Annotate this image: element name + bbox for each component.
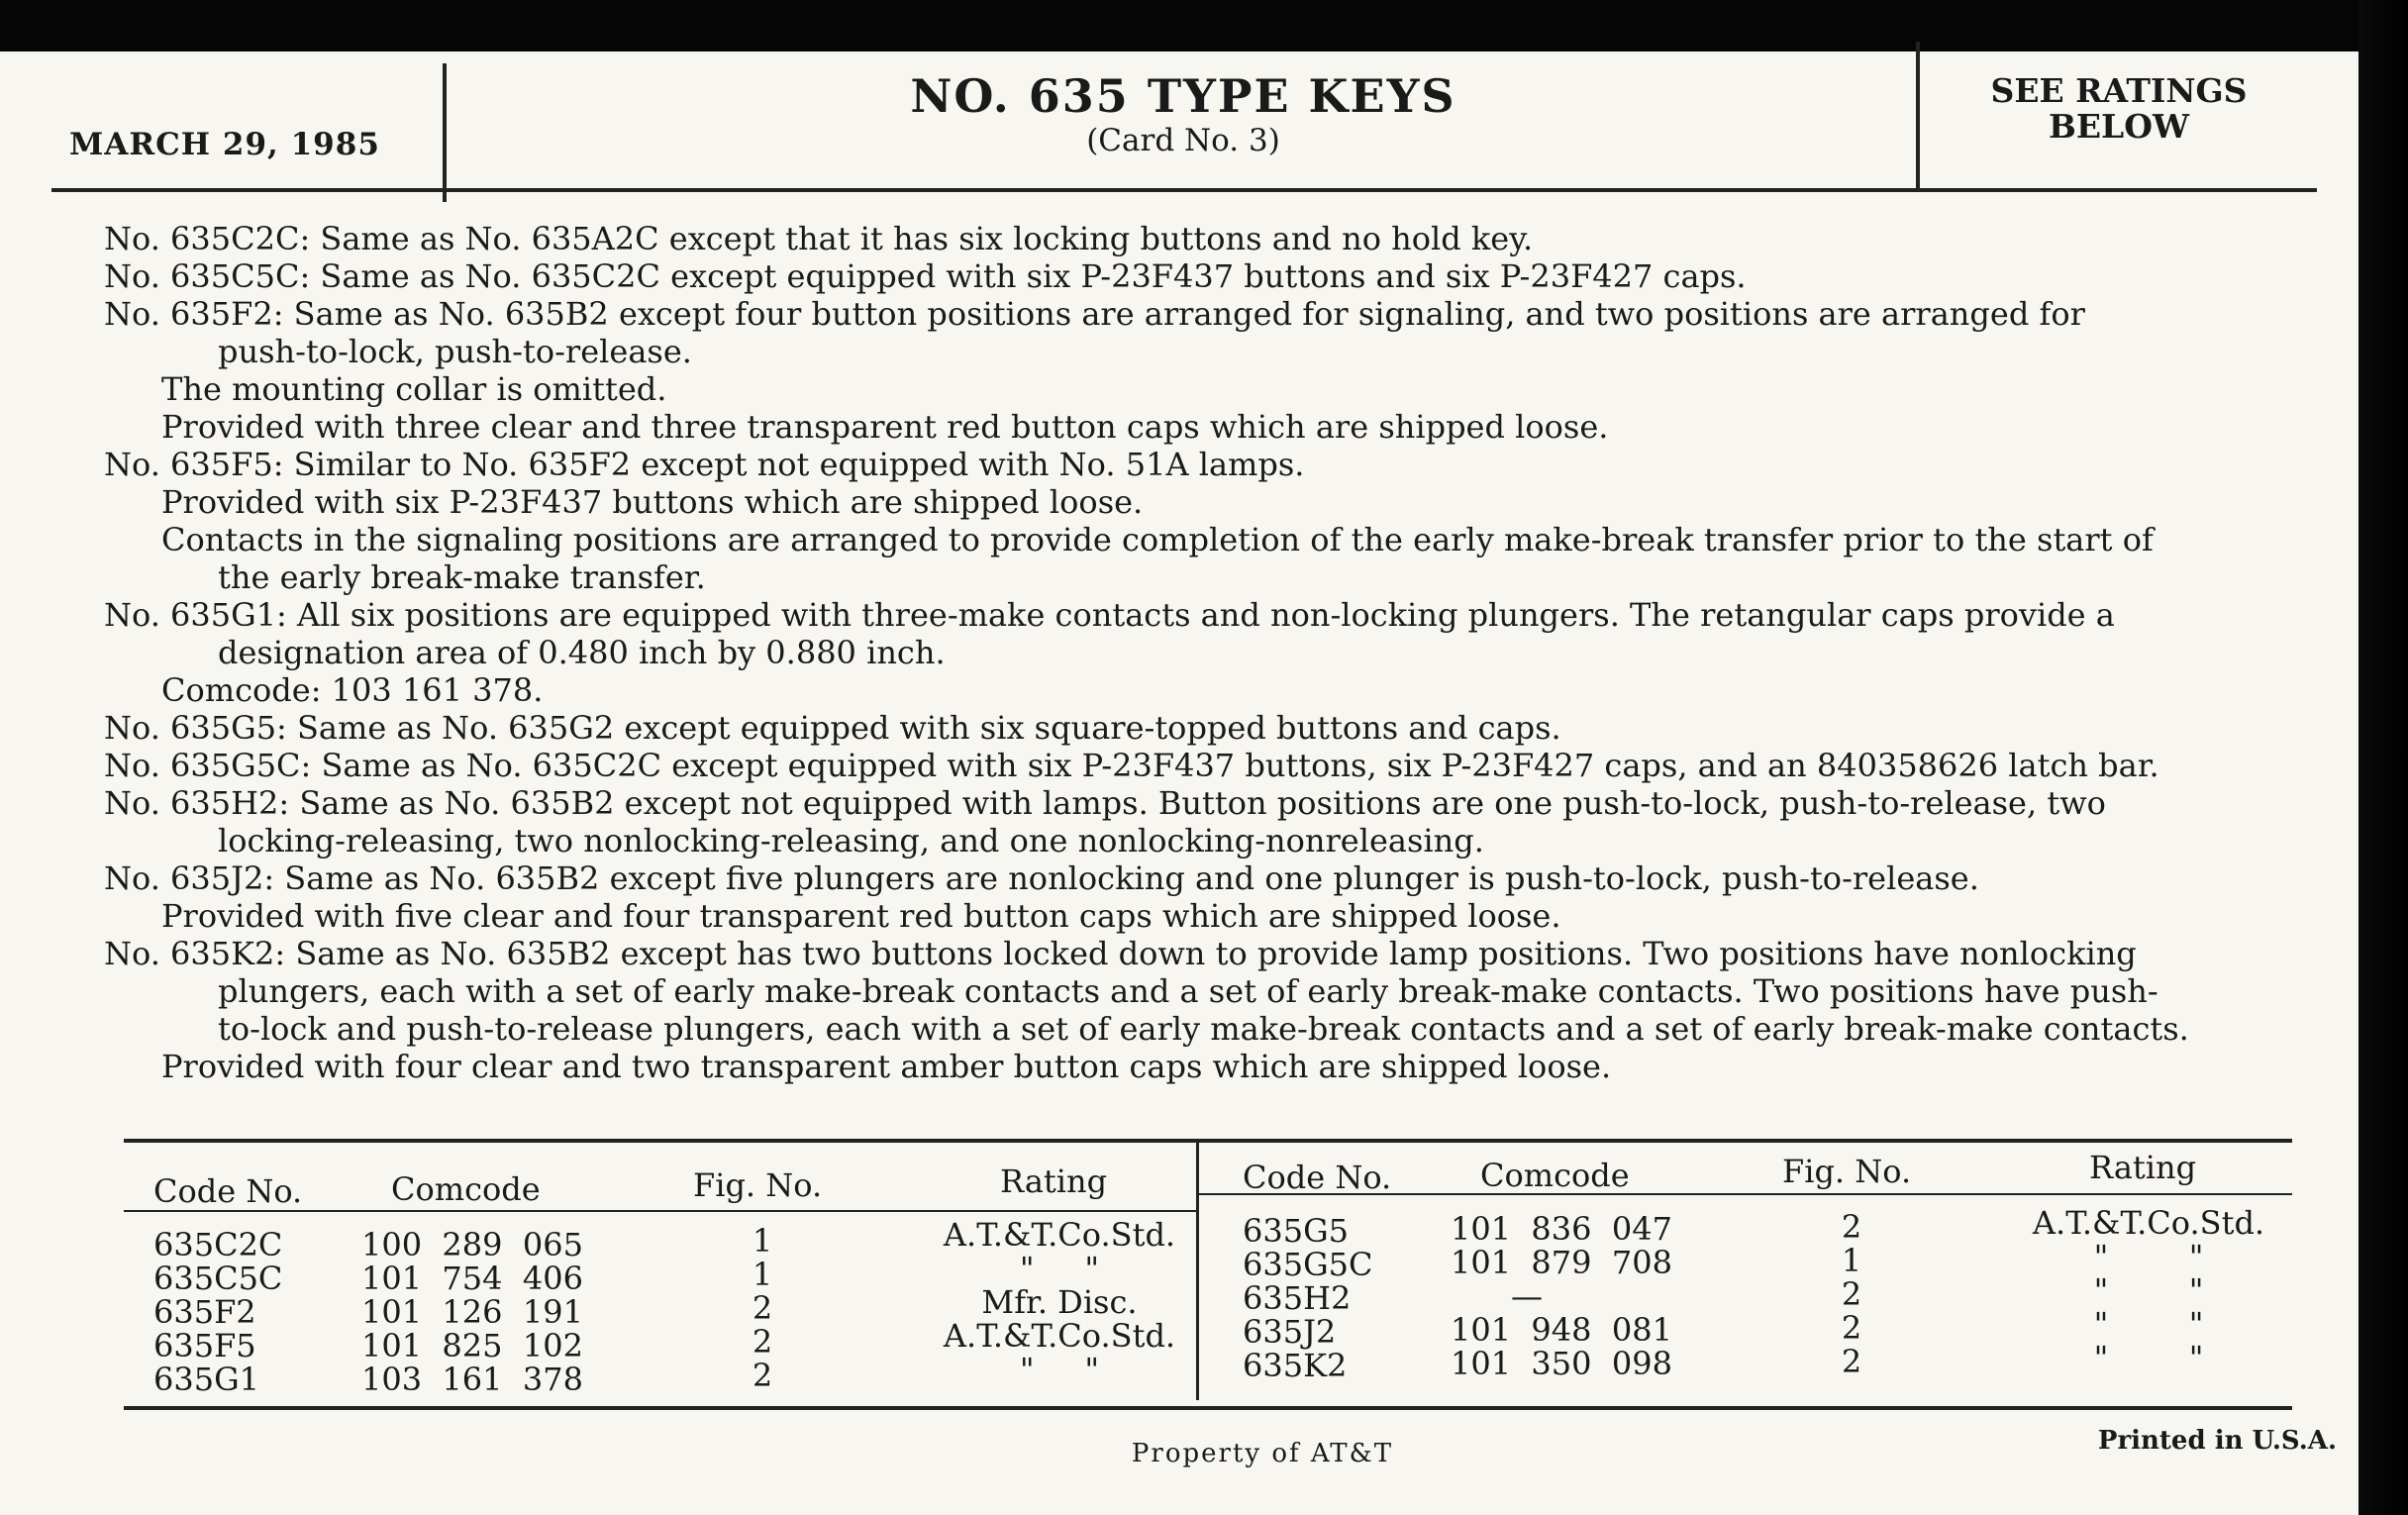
comcodes-right: 101 836 047 101 879 708 — 101 948 081 101 350 098 [1451,1210,1672,1382]
scan-right-edge [2358,0,2408,1515]
entry-635g5: No. 635G5: Same as No. 635G2 except equipped with six square-topped buttons and caps. [104,709,1561,747]
entry-635f2: No. 635F2: Same as No. 635B2 except four button positions are arranged for signaling, and two positions are arranged for push-to-lock, push-to-release. [104,295,2085,370]
header-code-right: Code No. [1243,1159,1392,1196]
comcodes-left: 100 289 065 101 754 406 101 126 191 101 825 102 103 161 378 [361,1226,583,1398]
header-divider-right [1916,42,1920,188]
table-top-rule [124,1139,2292,1143]
codes-right: 635G5 635G5C 635H2 635J2 635K2 [1243,1212,1373,1384]
entry-635f5: No. 635F5: Similar to No. 635F2 except not equipped with No. 51A lamps. [104,446,1305,483]
header-rating-right: Rating [2089,1149,2197,1186]
header-rule [51,188,2317,192]
header-comcode-right: Comcode [1480,1157,1630,1194]
card-date: MARCH 29, 1985 [69,127,380,162]
header-code-left: Code No. [153,1172,303,1210]
table-bottom-rule [124,1406,2292,1410]
entry-note: The mounting collar is omitted. [161,370,667,408]
ratings-right: A.T.&T.Co.Std. " " " " " " " " [2032,1204,2265,1376]
entry-635k2: No. 635K2: Same as No. 635B2 except has two buttons locked down to provide lamp positions. Two positions have nonlocking plungers, each with a set of early make-break contacts and a set of early break-make contacts. Two positions have push- to-lock and push-to-release plungers, each with a set of early make-break contacts and a set of early break-make contacts. [104,935,2189,1048]
scan-top-edge [0,0,2358,51]
ratings-note-line1: SEE RATINGS [1990,71,2248,110]
description-body [104,220,2282,1085]
card-subtitle: (Card No. 3) [1086,123,1280,158]
figs-left: 1 1 2 2 2 [752,1222,773,1394]
ratings-note-line2: BELOW [2048,107,2190,146]
entry-635c5c: No. 635C5C: Same as No. 635C2C except equipped with six P-23F437 buttons and six P-23F427 caps. [104,257,1747,295]
entry-note: Provided with four clear and two transparent amber button caps which are shipped loose. [161,1048,1612,1085]
entry-note: Comcode: 103 161 378. [161,671,544,709]
entry-635h2: No. 635H2: Same as No. 635B2 except not equipped with lamps. Button positions are one push-to-lock, push-to-release, two locking-releasing, two nonlocking-releasing, and one nonlocking-nonreleasing. [104,784,2106,859]
table-header-rule-left [124,1210,1198,1212]
entry-note: Provided with three clear and three transparent red button caps which are shipped loose. [161,408,1609,446]
header-fig-right: Fig. No. [1782,1153,1912,1190]
entry-note: Contacts in the signaling positions are arranged to provide completion of the early make-break transfer prior to the start of the early break-make transfer. [161,521,2154,596]
ratings-left: A.T.&T.Co.Std. " " Mfr. Disc. A.T.&T.Co.Std. " " [943,1216,1176,1388]
entry-635c2c: No. 635C2C: Same as No. 635A2C except that it has six locking buttons and no hold key. [104,220,1534,257]
entry-635j2: No. 635J2: Same as No. 635B2 except five plungers are nonlocking and one plunger is push-to-lock, push-to-release. [104,859,1979,897]
entry-635g5c: No. 635G5C: Same as No. 635C2C except equipped with six P-23F437 buttons, six P-23F427 caps, and an 840358626 latch bar. [104,747,2159,784]
ratings-note [1921,73,2317,145]
property-note: Property of AT&T [1131,1439,1394,1468]
card-title: NO. 635 TYPE KEYS [910,69,1456,123]
entry-635g1: No. 635G1: All six positions are equipped with three-make contacts and non-locking plungers. The retangular caps provide a designation area of 0.480 inch by 0.880 inch. [104,596,2115,671]
header-rating-left: Rating [1000,1162,1108,1200]
entry-note: Provided with six P-23F437 buttons which are shipped loose. [161,483,1144,521]
figs-right: 2 1 2 2 2 [1841,1208,1862,1380]
header-fig-left: Fig. No. [693,1166,823,1204]
entry-note: Provided with five clear and four transparent red button caps which are shipped loose. [161,897,1561,935]
codes-left: 635C2C 635C5C 635F2 635F5 635G1 [153,1226,283,1398]
header-comcode-left: Comcode [391,1170,541,1208]
printed-note: Printed in U.S.A. [2097,1426,2337,1456]
